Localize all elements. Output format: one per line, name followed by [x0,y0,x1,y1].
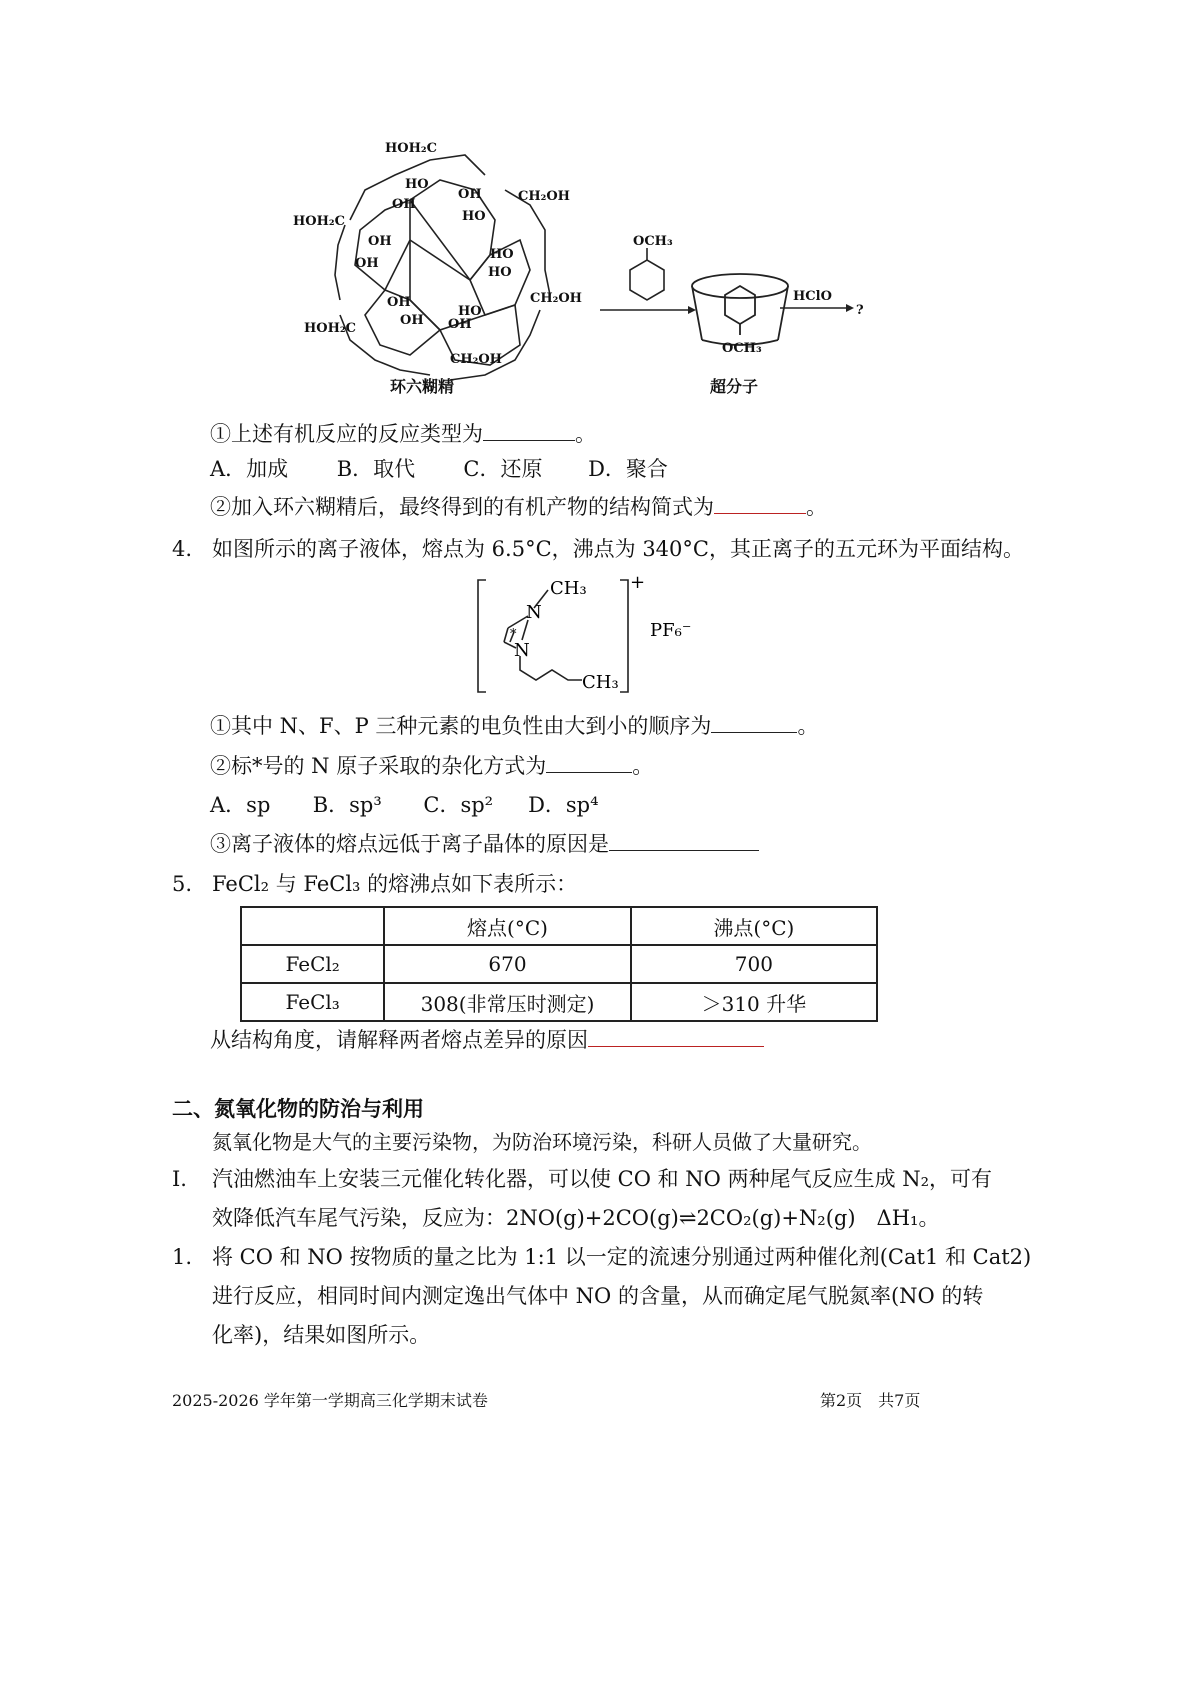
q5-question: 从结构角度，请解释两者熔点差异的原因 [210,1026,764,1054]
q4-part1: ①其中 N、F、P 三种元素的电负性由大到小的顺序为 。 [210,714,819,738]
answer-blank[interactable] [714,493,806,514]
label-oh-4: OH [355,256,379,271]
label-oh-6: OH [400,313,424,328]
product-unknown: ? [856,303,864,318]
option-b[interactable]: B．sp³ [312,793,382,817]
table-header-cell: 熔点(°C) [384,907,630,945]
cation-charge: + [630,572,646,593]
section-title: 二、氮氧化物的防治与利用 [172,1097,424,1121]
section-intro: 氮氧化物是大气的主要污染物，为防治环境污染，科研人员做了大量研究。 [212,1130,872,1154]
label-hoh2c-1: HOH₂C [385,141,437,156]
table-header-row [241,907,877,945]
label-hoh2c-2: HOH₂C [293,214,345,229]
table-header-cell: 沸点(°C) [631,907,877,945]
answer-blank[interactable] [588,1026,764,1047]
label-ho-5: HO [458,304,482,319]
table-header-cell [241,907,384,945]
n-atom-2: N [514,640,530,661]
q5-stem: FeCl₂ 与 FeCl₃ 的熔沸点如下表所示： [212,872,578,896]
q3-part1: ①上述有机反应的反应类型为 。 [210,422,596,446]
answer-blank[interactable] [483,420,575,441]
right-bracket [620,580,628,692]
q4-number: 4. [172,537,193,561]
answer-blank[interactable] [609,830,759,851]
q4-options [210,791,599,819]
footer-exam-title: 2025-2026 学年第一学期高三化学期末试卷 [172,1391,488,1410]
reagent-hclo: HClO [793,289,832,304]
supramolecule-och3: OCH₃ [722,341,762,356]
q1-line2: 进行反应，相同时间内测定逸出气体中 NO 的含量，从而确定尾气脱氮率(NO 的转 [212,1284,984,1308]
label-oh-7: OH [448,317,472,332]
table-cell: FeCl₃ [241,983,384,1021]
ch3-bottom: CH₃ [582,672,619,693]
label-ch2oh-2: CH₂OH [530,291,582,306]
q1-line3: 化率)，结果如图所示。 [212,1323,431,1347]
ionic-liquid-structure [470,572,710,702]
label-oh-3: OH [368,234,392,249]
label-oh-2: OH [458,187,482,202]
caption-supramolecule: 超分子 [710,377,759,396]
caption-cyclodextrin: 环六糊精 [390,377,455,396]
part-i-line2: 效降低汽车尾气污染，反应为：2NO(g)+2CO(g)⇌2CO₂(g)+N₂(g) ΔH₁。 [212,1206,940,1230]
q1-number: 1. [172,1245,193,1269]
reaction-arrowhead-2 [846,304,854,312]
reaction-arrowhead-1 [688,306,696,314]
label-hoh2c-3: HOH₂C [304,321,356,336]
table-cell: 308(非常压时测定) [384,983,630,1021]
label-ch2oh-3: CH₂OH [450,352,502,367]
part-i-label: Ⅰ. [172,1167,187,1191]
q4-part3: ③离子液体的熔点远低于离子晶体的原因是 [210,830,759,858]
anisole-reagent [630,248,664,300]
option-d[interactable]: D．sp⁴ [528,793,599,817]
label-ho-2: HO [462,209,486,224]
n-atom-1: N [526,602,542,623]
option-b[interactable]: B．取代 [336,457,416,481]
q3-part2: ②加入环六糊精后，最终得到的有机产物的结构简式为 。 [210,495,827,519]
label-ho-3: HO [490,247,514,262]
fecl-table [240,906,878,1022]
star-mark: * [510,627,517,642]
option-d[interactable]: D．聚合 [588,457,668,481]
reagent-och3: OCH₃ [633,234,673,249]
anion-pf6: PF₆⁻ [650,620,692,641]
table-row [241,945,877,983]
label-oh-1: OH [392,197,416,212]
label-ch2oh-1: CH₂OH [518,189,570,204]
q4-stem: 如图所示的离子液体，熔点为 6.5°C，沸点为 340°C，其正离子的五元环为平面结构。 [212,537,1024,561]
option-c[interactable]: C．还原 [463,457,543,481]
ch3-top: CH₃ [550,578,587,599]
part-i-line1: 汽油燃油车上安装三元催化转化器，可以使 CO 和 NO 两种尾气反应生成 N₂，可有 [212,1167,993,1191]
table-cell: FeCl₂ [241,945,384,983]
q1-line1: 将 CO 和 NO 按物质的量之比为 1:1 以一定的流速分别通过两种催化剂(Cat1 和 Cat2) [212,1245,1032,1269]
left-bracket [478,580,486,692]
q5-number: 5. [172,872,193,896]
supramolecule-drawing [692,274,788,345]
footer-page-number: 第2页 共7页 [820,1391,921,1410]
label-ho-4: HO [488,265,512,280]
table-cell: 670 [384,945,630,983]
option-c[interactable]: C．sp² [423,793,494,817]
q3-options [210,455,668,483]
answer-blank[interactable] [711,712,797,733]
q4-part2: ②标*号的 N 原子采取的杂化方式为 。 [210,754,654,778]
option-a[interactable]: A．加成 [210,457,289,481]
option-a[interactable]: A．sp [210,793,271,817]
table-cell: ＞310 升华 [631,983,877,1021]
table-row [241,983,877,1021]
label-ho-1: HO [405,177,429,192]
label-oh-5: OH [387,295,411,310]
cyclodextrin-reaction-figure [290,130,930,400]
table-cell: 700 [631,945,877,983]
answer-blank[interactable] [546,752,632,773]
